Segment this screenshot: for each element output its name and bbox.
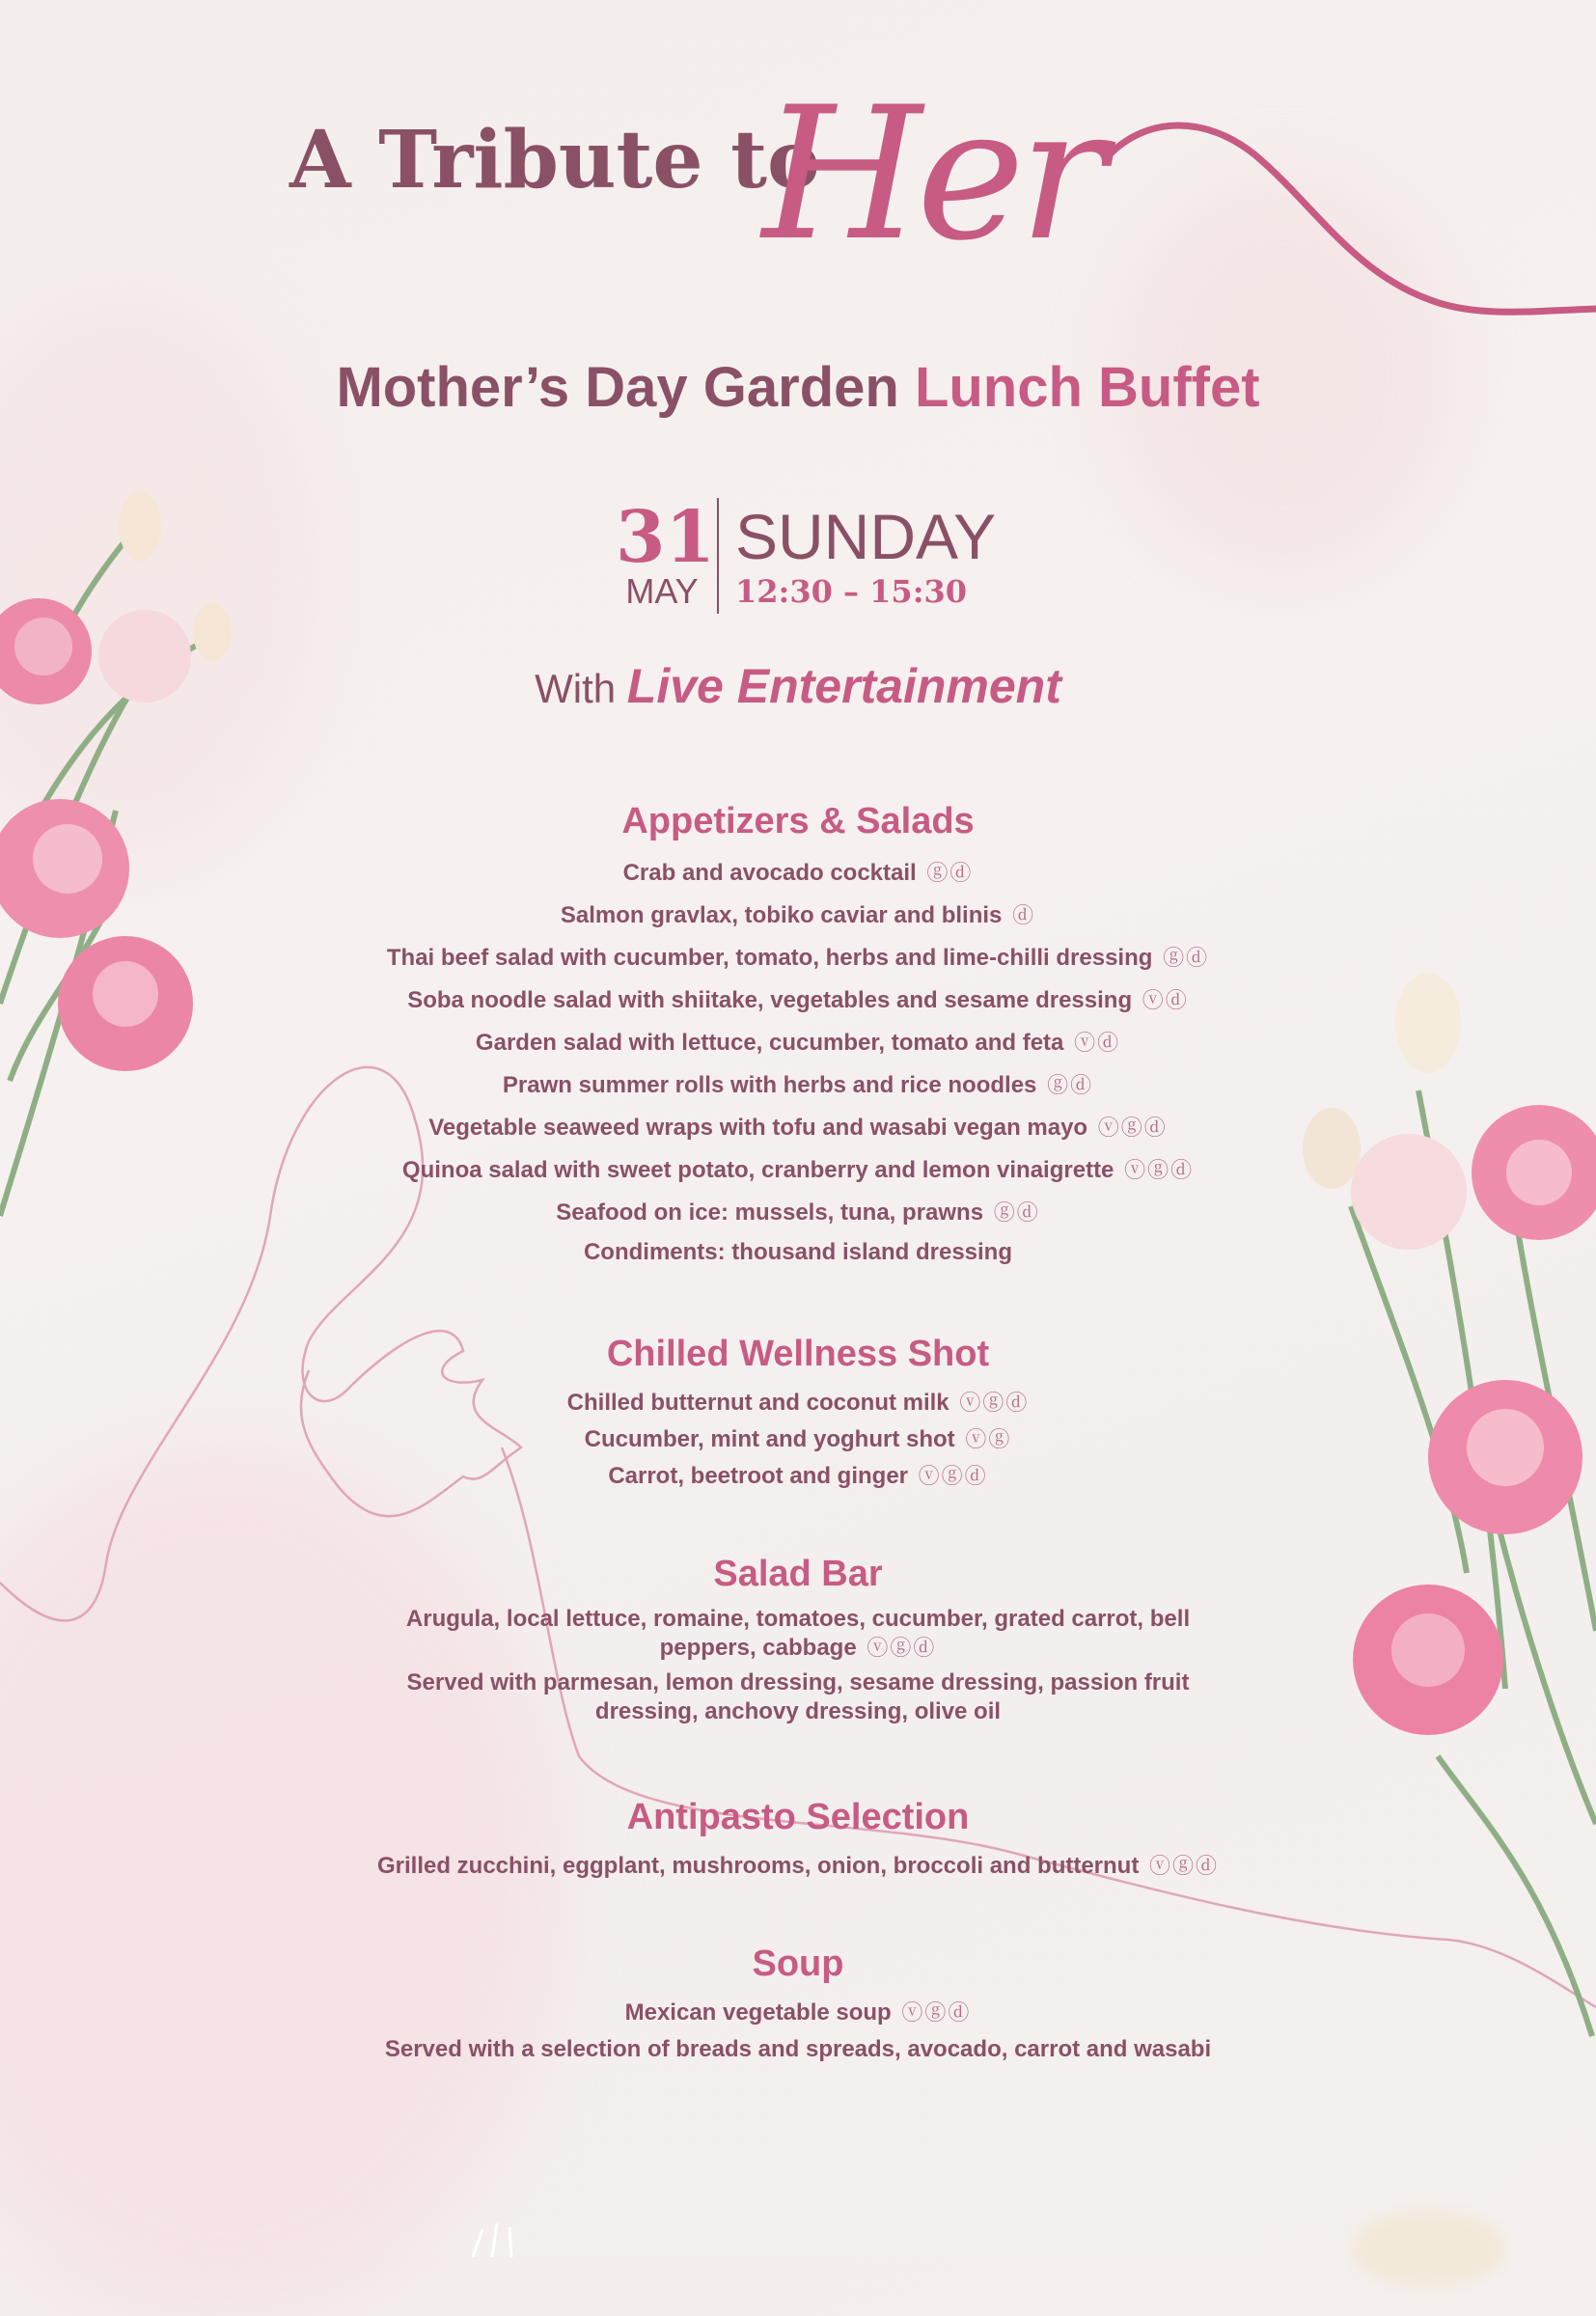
section-title: Appetizers & Salads	[621, 801, 975, 841]
dietary-tags: ⓥⓓ	[1142, 988, 1189, 1012]
dietary-tags: ⓓ	[1012, 903, 1036, 927]
menu-item: Chilled butternut and coconut milk ⓥⓖⓓ	[566, 1390, 1030, 1416]
dietary-tags: ⓥⓖⓓ	[867, 1636, 937, 1660]
entertainment-line	[0, 658, 1596, 714]
menu-item: Carrot, beetroot and ginger ⓥⓖⓓ	[608, 1463, 988, 1489]
title-script-word: Her	[762, 68, 1101, 281]
menu-item: Thai beef salad with cucumber, tomato, herbs and lime-chilli dressing ⓖⓓ	[386, 945, 1210, 971]
section-title: Soup	[752, 1944, 844, 1984]
bottom-right-petal-decoration	[1351, 2210, 1505, 2287]
dietary-tags: ⓥⓖⓓ	[901, 2000, 972, 2025]
date-divider	[717, 498, 719, 614]
menu-item: Garden salad with lettuce, cucumber, tomato and feta ⓥⓓ	[475, 1030, 1121, 1056]
dietary-tags: ⓥⓖⓓ	[918, 1464, 988, 1488]
dietary-tags: ⓖⓓ	[1047, 1073, 1094, 1097]
menu-item: Served with parmesan, lemon dressing, sesame dressing, passion fruit dressing, anchovy dressing, olive oil	[406, 1669, 1190, 1724]
section-title: Chilled Wellness Shot	[606, 1334, 990, 1374]
bottom-sparkle-decoration	[454, 2220, 550, 2257]
section-title: Antipasto Selection	[626, 1797, 970, 1837]
menu-item: Condiments: thousand island dressing	[583, 1239, 1013, 1265]
title-swash	[1110, 125, 1596, 312]
dietary-tags: ⓖⓓ	[993, 1200, 1040, 1225]
subtitle	[0, 355, 1596, 420]
subtitle-accent: Lunch Buffet	[914, 356, 1260, 419]
dietary-tags: ⓥⓓ	[1074, 1031, 1121, 1055]
title-prefix: A Tribute to	[289, 114, 820, 207]
dietary-tags: ⓥⓖⓓ	[1097, 1116, 1168, 1140]
menu-item: Served with a selection of breads and spreads, avocado, carrot and wasabi	[384, 2036, 1212, 2062]
menu-item: Vegetable seaweed wraps with tofu and wasabi vegan mayo ⓥⓖⓓ	[428, 1115, 1168, 1141]
menu-item: Salmon gravlax, tobiko caviar and blinis ⓓ	[560, 902, 1036, 928]
dietary-tags: ⓥⓖⓓ	[1124, 1158, 1195, 1182]
subtitle-main: Mother’s Day Garden	[336, 356, 899, 419]
dietary-tags: ⓥⓖⓓ	[1149, 1854, 1220, 1878]
entertainment-highlight: Live Entertainment	[626, 659, 1061, 713]
dietary-tags: ⓥⓖ	[965, 1427, 1012, 1451]
event-day: 31	[616, 496, 715, 579]
event-time: 12:30 – 15:30	[735, 573, 968, 610]
menu-item: Cucumber, mint and yoghurt shot ⓥⓖ	[584, 1426, 1012, 1452]
menu-section-soup	[0, 1944, 1596, 2068]
menu-item: Grilled zucchini, eggplant, mushrooms, onion, broccoli and butternut ⓥⓖⓓ	[376, 1853, 1220, 1879]
section-title: Salad Bar	[713, 1554, 883, 1594]
menu-item: Mexican vegetable soup ⓥⓖⓓ	[624, 1999, 972, 2026]
menu-item: Crab and avocado cocktail ⓖⓓ	[622, 860, 974, 886]
menu-item: Soba noodle salad with shiitake, vegetables and sesame dressing ⓥⓓ	[407, 987, 1189, 1013]
menu-section-salad-bar	[0, 1554, 1596, 1732]
dietary-tags: ⓥⓖⓓ	[959, 1391, 1030, 1415]
entertainment-prefix: With	[535, 666, 617, 711]
menu-item: Seafood on ice: mussels, tuna, prawns ⓖⓓ	[556, 1199, 1040, 1226]
event-date-block	[0, 490, 1596, 616]
menu-item: Quinoa salad with sweet potato, cranberry and lemon vinaigrette ⓥⓖⓓ	[401, 1157, 1195, 1183]
menu-section-antipasto	[0, 1797, 1596, 1885]
event-weekday: SUNDAY	[735, 501, 997, 572]
event-month: MAY	[625, 571, 699, 611]
menu-section-wellness-shot	[0, 1334, 1596, 1495]
dietary-tags: ⓖⓓ	[926, 861, 974, 885]
dietary-tags: ⓖⓓ	[1163, 946, 1210, 970]
menu-item: Arugula, local lettuce, romaine, tomatoes, cucumber, grated carrot, bell peppers, cabbage ⓥⓖⓓ	[405, 1606, 1191, 1661]
menu-item: Prawn summer rolls with herbs and rice noodles ⓖⓓ	[502, 1072, 1094, 1098]
menu-section-appetizers	[0, 801, 1596, 1271]
